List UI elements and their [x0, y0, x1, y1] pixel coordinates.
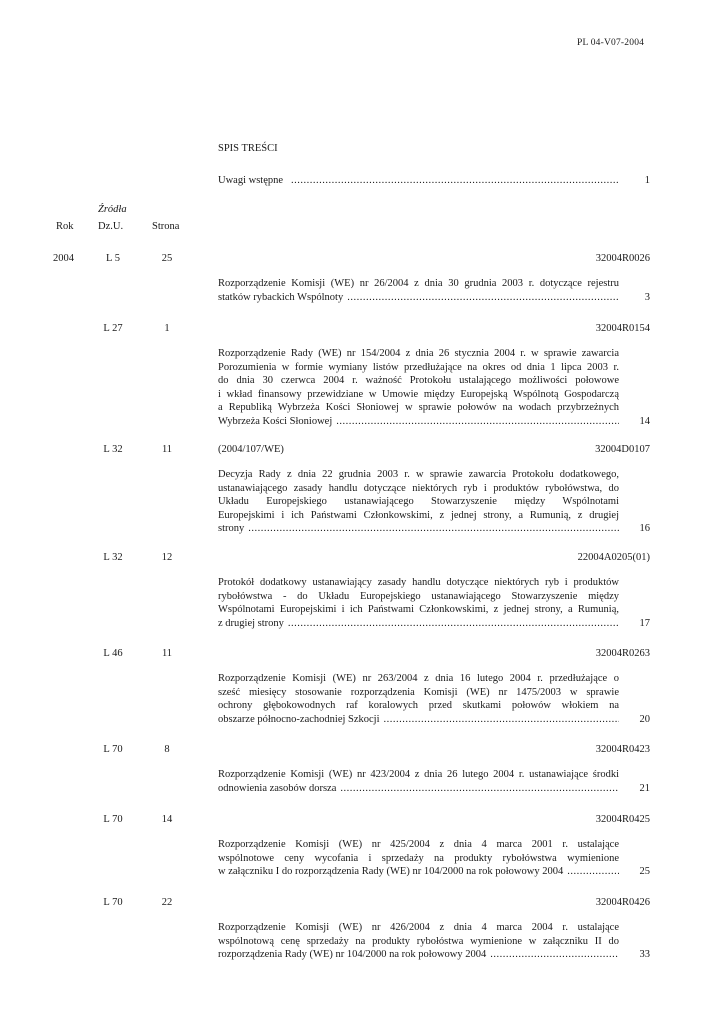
description-line: Rozporządzenie Komisji (WE) nr 26/2004 z dnia 30 grudnia 2003 r. dotyczące rejestru: [218, 278, 619, 289]
entry-description: [218, 768, 619, 795]
description-line: statków rybackich Wspólnoty: [218, 291, 344, 303]
description-line: Rozporządzenie Rady (WE) nr 154/2004 z dnia 26 stycznia 2004 r. w sprawie zawarcia: [218, 348, 619, 359]
description-line: rybołówstwa - do Układu Europejskiego ustanawiającego Stowarzyszenie między: [218, 590, 619, 602]
leader-dots: [288, 617, 619, 631]
entry-oj-page: 11: [161, 648, 173, 659]
description-line: Układu Europejskiego ustanawiającego Stowarzyszenie między Wspólnotami: [218, 496, 619, 507]
description-last-line: [218, 415, 619, 429]
description-line: rozporządzenia Rady (WE) nr 104/2000 na rok połowowy 2004: [218, 949, 487, 960]
column-header-year: Rok: [56, 221, 74, 232]
description-line: Protokół dodatkowy ustanawiający zasady handlu dotyczące niektórych ryb i produktów: [218, 577, 619, 588]
entry-description: [218, 838, 619, 879]
column-header-sources: Źródła: [98, 204, 127, 215]
description-line: z drugiej strony: [218, 617, 284, 629]
description-last-line: [218, 713, 619, 727]
entry-celex-code: 22004A0205(01): [577, 552, 650, 563]
leader-dots: [567, 865, 619, 879]
entry-celex-code: 32004R0154: [595, 323, 650, 334]
column-header-page: Strona: [152, 221, 180, 232]
toc-entry[interactable]: [0, 743, 725, 794]
entry-celex-code: 32004R0026: [595, 253, 650, 264]
description-line: w załączniku I do rozporządzenia Rady (WE) nr 104/2000 na rok połowowy 2004: [218, 866, 564, 877]
description-line: a Republiką Wybrzeża Kości Słoniowej w sprawie połowów na wodach przybrzeżnych: [218, 402, 619, 413]
leader-dots: [384, 713, 619, 727]
leader-dots: [291, 174, 619, 188]
entry-page-number: 16: [639, 523, 650, 534]
entry-reference: (2004/107/WE): [218, 444, 284, 455]
description-last-line: [218, 865, 619, 879]
description-last-line: [218, 948, 619, 962]
description-line: Wybrzeża Kości Słoniowej: [218, 415, 333, 427]
entry-oj-page: 12: [161, 552, 173, 563]
entry-oj-page: 25: [161, 253, 173, 264]
leader-dots: [347, 291, 619, 305]
entry-oj-number: L 70: [103, 814, 123, 825]
description-line: Wspólnotami Europejskimi i ich Państwami Członkowskimi, z jednej strony, a Rumunią,: [218, 604, 619, 615]
entry-description: [218, 277, 619, 304]
entry-description: [218, 921, 619, 962]
entry-oj-number: L 5: [106, 253, 120, 264]
document-reference: PL 04-V07-2004: [577, 38, 645, 48]
entry-oj-page: 22: [161, 897, 173, 908]
toc-entry[interactable]: [0, 813, 725, 877]
entry-description: [218, 672, 619, 726]
entry-page-number: 3: [644, 291, 650, 303]
leader-dots: [248, 522, 619, 536]
entry-celex-code: 32004R0426: [595, 897, 650, 908]
entry-oj-page: 1: [164, 323, 170, 334]
entry-oj-page: 11: [161, 444, 173, 455]
entry-page-number: 25: [639, 866, 650, 877]
description-line: obszarze północno-zachodniej Szkocji: [218, 713, 380, 725]
description-line: ochrony głębokowodnych raf koralowych przed skutkami połowów włokiem na: [218, 700, 619, 711]
description-line: Rozporządzenie Komisji (WE) nr 425/2004 z dnia 4 marca 2001 r. ustalające: [218, 839, 619, 850]
leader-dots: [490, 948, 619, 962]
toc-title: SPIS TREŚCI: [218, 143, 278, 154]
entry-page-number: 17: [639, 617, 650, 629]
leader-dots: [336, 415, 619, 429]
entry-oj-page: 8: [164, 744, 170, 755]
entry-celex-code: 32004R0423: [595, 744, 650, 755]
column-header-oj: Dz.U.: [98, 221, 124, 232]
entry-description: [218, 576, 619, 630]
description-line: Decyzja Rady z dnia 22 grudnia 2003 r. w sprawie zawarcia Protokołu dodatkowego,: [218, 469, 619, 480]
entry-description: [218, 468, 619, 536]
entry-celex-code: 32004D0107: [595, 444, 650, 455]
entry-page-number: 33: [639, 949, 650, 960]
description-line: odnowienia zasobów dorsza: [218, 782, 337, 794]
leader-dots: [340, 782, 619, 796]
entry-page-number: 14: [639, 415, 650, 427]
description-line: Rozporządzenie Komisji (WE) nr 426/2004 z dnia 4 marca 2004 r. ustalające: [218, 922, 619, 933]
entry-page-number: 21: [639, 782, 650, 794]
description-line: Porozumienia w formie wymiany listów przedłużające na okres od dnia 1 lipca 2003 r.: [218, 361, 619, 373]
description-last-line: [218, 522, 619, 536]
description-line: wspólnotowe ceny wycofania i sprzedaży na produkty rybołówstwa wymienione: [218, 852, 619, 864]
intro-page-number: 1: [644, 175, 650, 186]
description-last-line: [218, 617, 619, 631]
entry-celex-code: 32004R0263: [595, 648, 650, 659]
toc-entry[interactable]: [0, 252, 725, 303]
entry-oj-number: L 46: [103, 648, 123, 659]
description-line: Rozporządzenie Komisji (WE) nr 263/2004 z dnia 16 lutego 2004 r. przedłużające o: [218, 673, 619, 684]
description-line: Europejskimi i ich Państwami Członkowskimi, z jednej strony, a Rumunią, z drugiej: [218, 509, 619, 521]
entry-celex-code: 32004R0425: [595, 814, 650, 825]
description-line: do dnia 30 czerwca 2004 r. ważność Protokołu ustalającego możliwości połowowe: [218, 375, 619, 386]
description-line: Rozporządzenie Komisji (WE) nr 423/2004 z dnia 26 lutego 2004 r. ustanawiające środki: [218, 769, 619, 780]
description-line: strony: [218, 523, 245, 534]
entry-oj-number: L 70: [103, 744, 123, 755]
entry-oj-number: L 27: [103, 323, 123, 334]
toc-entry[interactable]: [0, 647, 725, 725]
description-line: ustanawiającego zasady handlu dotyczące niektórych ryb i produktów rybołówstwa, do: [218, 482, 619, 494]
entry-oj-number: L 70: [103, 897, 123, 908]
description-last-line: [218, 291, 619, 305]
entry-oj-page: 14: [161, 814, 173, 825]
entry-description: [218, 347, 619, 428]
description-line: i wkład finansowy przewidziane w Umowie między Europejską Wspólnotą Gospodarczą: [218, 388, 619, 400]
toc-intro-entry[interactable]: [218, 174, 619, 188]
entry-page-number: 20: [639, 713, 650, 725]
description-last-line: [218, 782, 619, 796]
toc-entry[interactable]: [0, 322, 725, 427]
description-line: wspólnotową cenę sprzedaży na produkty rybołóstwa wymienione w załączniku II do: [218, 935, 619, 947]
entry-oj-number: L 32: [103, 444, 123, 455]
entry-year: 2004: [53, 253, 74, 264]
intro-label: Uwagi wstępne: [218, 175, 284, 186]
toc-entry[interactable]: [0, 443, 725, 534]
entry-oj-number: L 32: [103, 552, 123, 563]
description-line: sześć miesięcy stosowanie rozporządzenia Komisji (WE) nr 1475/2003 w sprawie: [218, 686, 619, 698]
toc-entry[interactable]: [0, 551, 725, 629]
toc-entry[interactable]: [0, 896, 725, 960]
